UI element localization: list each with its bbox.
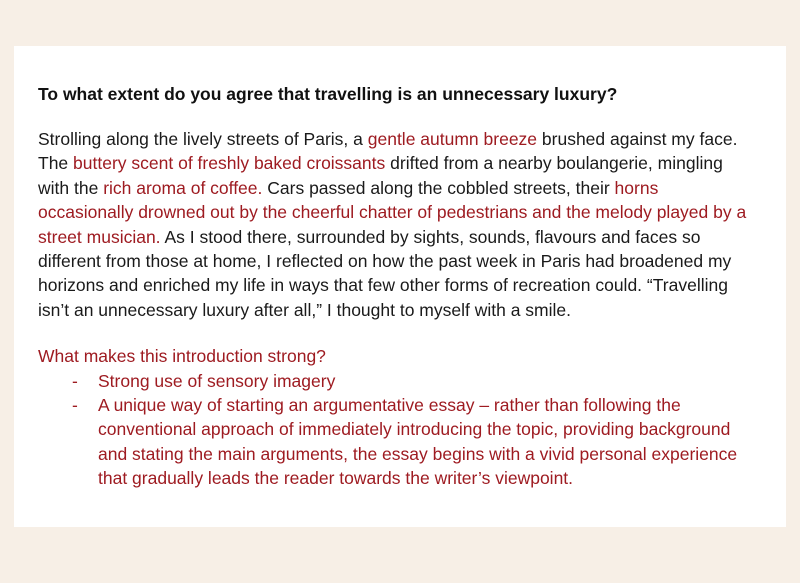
- text-segment: horizons and enriched my life in ways that few other forms of recreation could. “Travelling: [38, 275, 728, 296]
- text-segment: drifted from a nearby boulangerie, mingling: [385, 153, 723, 174]
- text-segment: different from those at home, I reflected on how the past week in Paris had broadened my: [38, 251, 732, 272]
- bullet-line: that gradually leads the reader towards the writer’s viewpoint.: [98, 468, 574, 489]
- sensory-highlight: rich aroma of coffee.: [103, 177, 263, 198]
- sensory-highlight: horns: [614, 177, 659, 198]
- paragraph-line: [38, 176, 786, 200]
- text-segment: Cars passed along the cobbled streets, their: [262, 177, 615, 198]
- list-item: [38, 369, 786, 393]
- list-item: [38, 393, 786, 491]
- sensory-highlight: buttery scent of freshly baked croissants: [73, 153, 386, 174]
- analysis-question: What makes this introduction strong?: [38, 346, 326, 367]
- bullet-line: Strong use of sensory imagery: [98, 370, 336, 391]
- bullet-dash: -: [72, 370, 78, 391]
- text-segment: with the: [38, 177, 104, 198]
- paragraph-line: [38, 151, 786, 175]
- text-segment: Strolling along the lively streets of Paris, a: [38, 129, 368, 149]
- bullet-dash: -: [72, 395, 78, 416]
- bullet-line: and stating the main arguments, the essay begins with a vivid personal experience: [98, 443, 738, 464]
- paragraph-line: [38, 200, 786, 224]
- sensory-highlight: gentle autumn breeze: [367, 129, 538, 149]
- analysis-bullet-list: [38, 369, 786, 491]
- bullet-line: A unique way of starting an argumentative essay – rather than following the: [98, 395, 681, 416]
- paragraph-line: [38, 127, 786, 151]
- sensory-highlight: street musician.: [38, 226, 161, 247]
- text-segment: brushed against my face.: [537, 129, 738, 149]
- paragraph-line: [38, 298, 786, 322]
- bullet-line: conventional approach of immediately introducing the topic, providing background: [98, 419, 731, 440]
- essay-question-title: To what extent do you agree that travelling is an unnecessary luxury?: [38, 84, 618, 104]
- document-card: [14, 46, 786, 527]
- paragraph-line: [38, 273, 786, 297]
- sensory-highlight: occasionally drowned out by the cheerful chatter of pedestrians and the melody played by a: [38, 202, 747, 223]
- paragraph-line: [38, 225, 786, 249]
- text-segment: isn’t an unnecessary luxury after all,” I thought to myself with a smile.: [38, 299, 572, 320]
- introduction-paragraph: [38, 127, 786, 322]
- paragraph-line: [38, 249, 786, 273]
- text-segment: The: [38, 153, 74, 174]
- text-segment: As I stood there, surrounded by sights, sounds, flavours and faces so: [160, 226, 701, 247]
